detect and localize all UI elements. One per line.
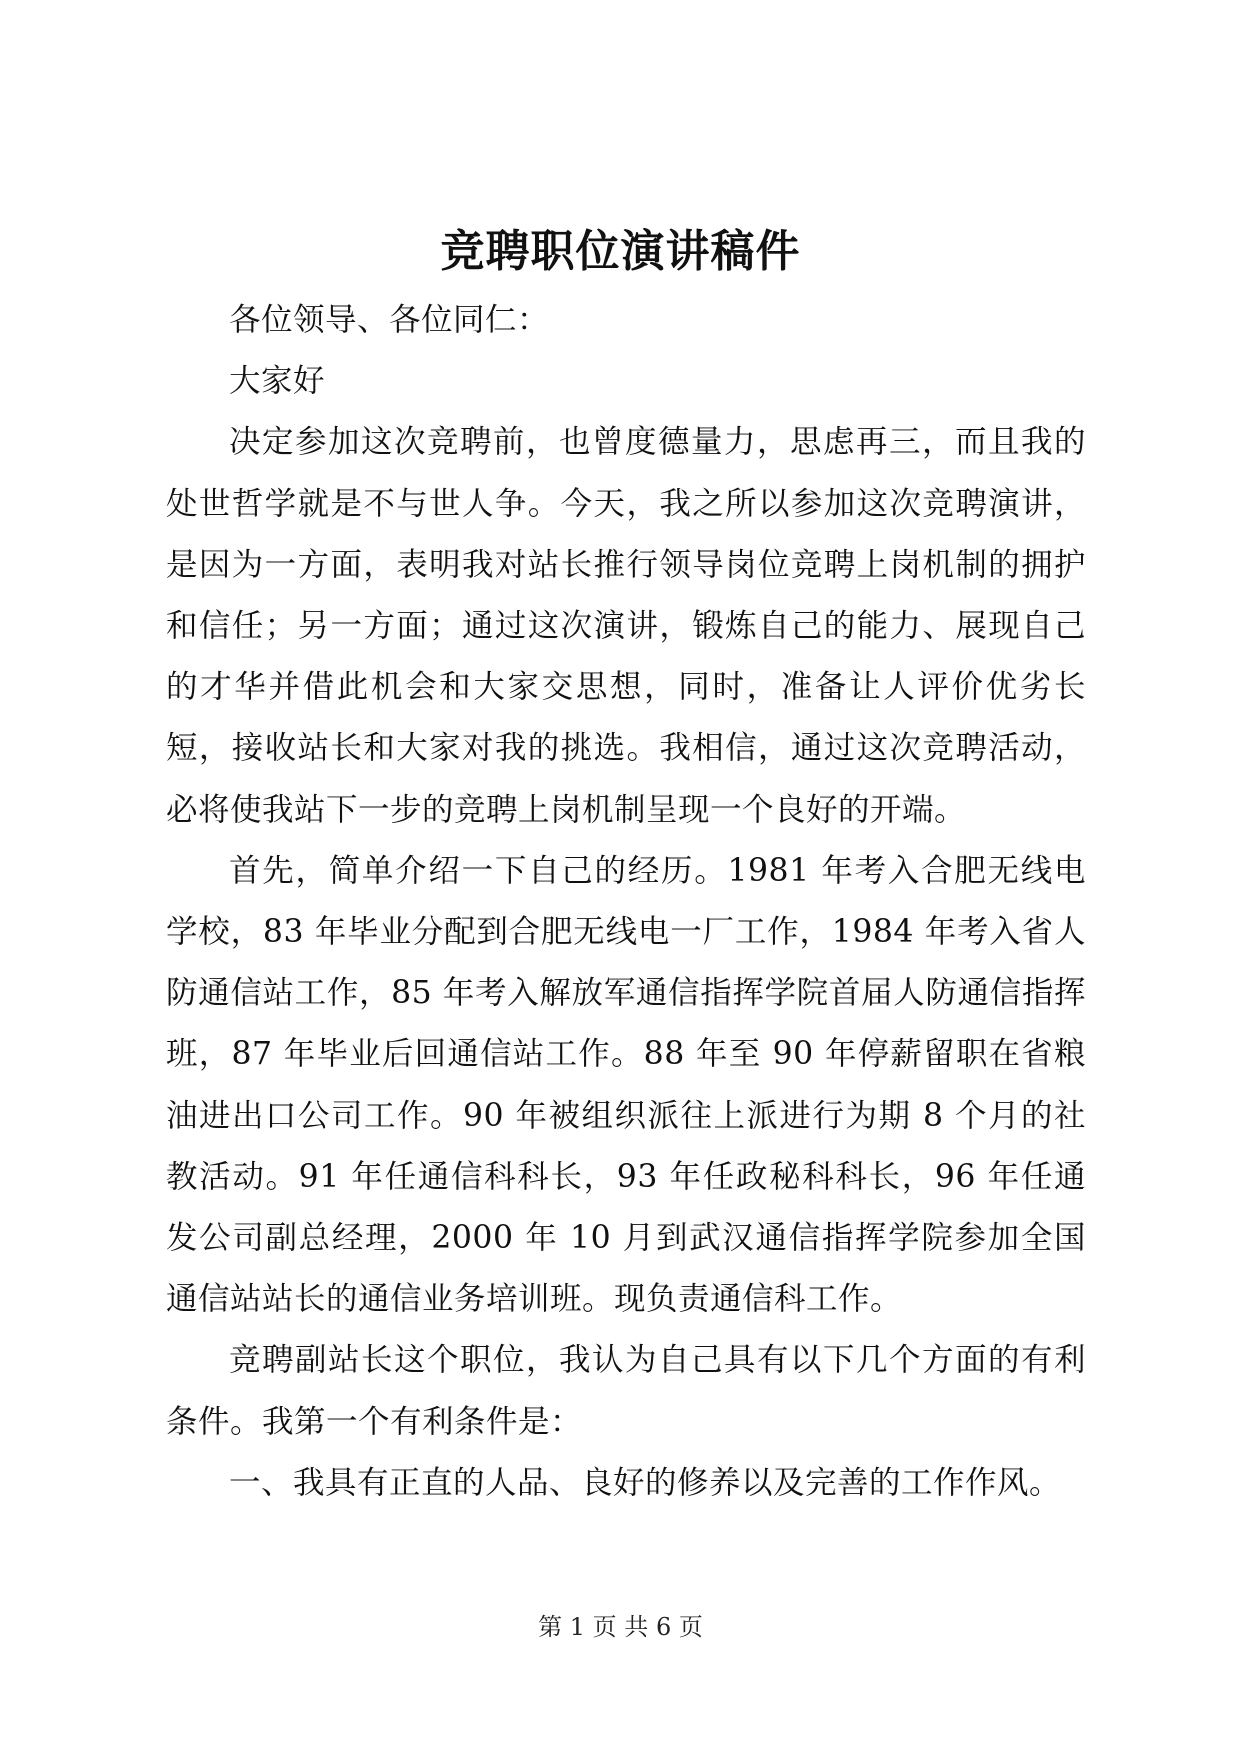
- salutation-paragraph: 各位领导、各位同仁：: [229, 302, 550, 338]
- body-paragraph: 竞聘副站长这个职位，我认为自己具有以下几个方面的有利条件。我第一个有利条件是：: [166, 1342, 1086, 1440]
- body-paragraph: 决定参加这次竞聘前，也曾度德量力，思虑再三，而且我的处世哲学就是不与世人争。今天，我之所以参加这次竞聘演讲，是因为一方面，表明我对站长推行领导岗位竞聘上岗机制的拥护和信任；另一方面；通过这次演讲，锻炼自己的能力、展现自己的才华并借此机会和大家交思想，同时，准备让人评价优劣长短，接收站长和大家对我的挑选。我相信，通过这次竞聘活动，必将使我站下一步的竞聘上岗机制呈现一个良好的开端。: [166, 424, 1086, 828]
- greeting-paragraph: 大家好: [229, 363, 326, 400]
- page-number-footer: 第 1 页 共 6 页: [538, 1613, 703, 1641]
- body-paragraph: 一、我具有正直的人品、良好的修养以及完善的工作作风。: [229, 1464, 1062, 1501]
- body-paragraph: 首先，简单介绍一下自己的经历。1981 年考入合肥无线电学校，83 年毕业分配到合肥无线电一厂工作，1984 年考入省人防通信站工作，85 年考入解放军通信指挥学院首届人防通信指挥班，87 年毕业后回通信站工作。88 年至 90 年停薪留职在省粮油进出口公司工作。90 年被组织派往上派进行为期 8 个月的社教活动。91 年任通信科科长，93 年任政秘科科长，96 年任通发公司副总经理，2000 年 10 月到武汉通信指挥学院参加全国通信站站长的通信业务培训班。现负责通信科工作。: [166, 852, 1086, 1318]
- document-title: 竞聘职位演讲稿件: [440, 226, 801, 277]
- document-body: [166, 290, 1086, 1514]
